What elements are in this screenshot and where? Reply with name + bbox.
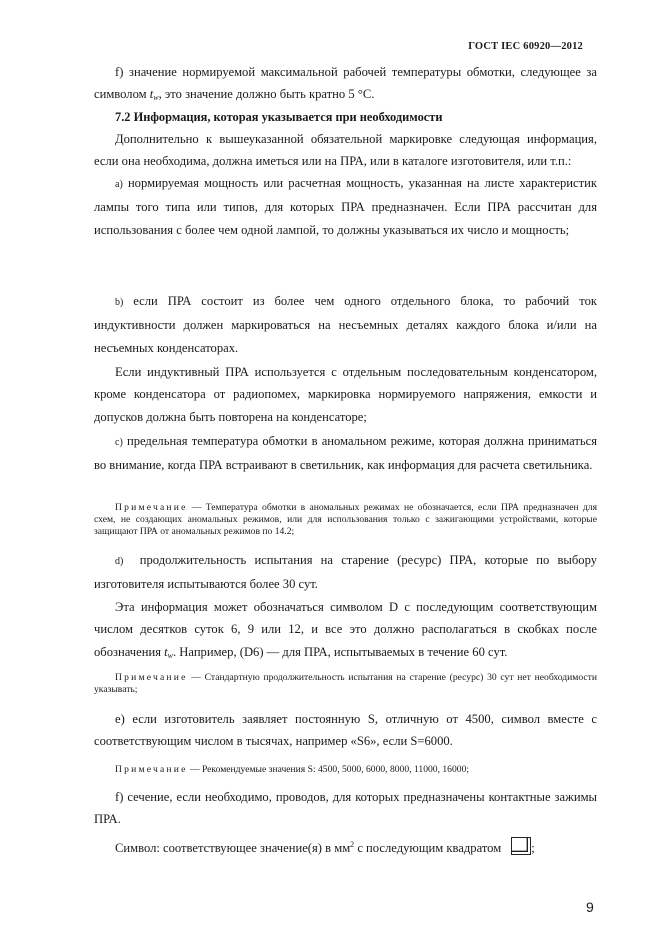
symbol-t: t <box>149 87 154 102</box>
square-symbol-icon <box>511 837 531 855</box>
note-abnormal-temperature <box>94 502 597 538</box>
note-standard-duration <box>94 672 597 696</box>
text: Эта информация может обозначаться символом D с последующим соответствующим числом десятков суток 6, 9 или 12, и все это должно располагаться в скобках после обозначения <box>94 600 597 659</box>
item-marker: b) <box>115 297 124 308</box>
symbol-subscript: w <box>167 650 173 660</box>
paragraph-symbol <box>94 837 597 859</box>
list-item-c <box>94 430 597 477</box>
item-marker: a) <box>115 179 123 190</box>
list-item-f-cross-section: f) сечение, если необходимо, проводов, для которых предназначены контактные зажимы ПРА. <box>94 790 597 827</box>
symbol-subscript: w <box>153 93 159 103</box>
text: , это значение должно быть кратно 5 °C. <box>158 87 375 102</box>
list-item-b <box>94 290 597 359</box>
paragraph-d-symbol <box>94 596 597 667</box>
section-title: 7.2 Информация, которая указывается при необходимости <box>115 110 443 124</box>
text: f) значение нормируемой максимальной рабочей температуры обмотки, следующее за символом <box>94 65 597 102</box>
note-label: Примечание <box>115 672 188 683</box>
note-label: Примечание <box>115 502 188 513</box>
item-marker: c) <box>115 437 123 448</box>
item-text: нормируемая мощность или расчетная мощность, указанная на листе характеристик лампы того типа или типов, для которых ПРА предназначен. Если ПРА рассчитан для использования с более чем одной лампой, то должны указываться их число и мощность; <box>94 176 597 237</box>
paragraph-intro: Дополнительно к вышеуказанной обязательной маркировке следующая информация, если она необходима, должна иметься или на ПРА, или в каталоге изготовителя, или т.п.: <box>94 132 597 169</box>
note-label: Примечание <box>115 764 188 775</box>
document-header: ГОСТ IEC 60920—2012 <box>468 41 583 52</box>
list-item-a <box>94 172 597 241</box>
superscript: 2 <box>350 840 355 849</box>
item-text: продолжительность испытания на старение (ресурс) ПРА, которые по выбору изготовителя испытываются более 30 сут. <box>94 553 598 592</box>
list-item-e: е) если изготовитель заявляет постоянную S, отличную от 4500, символ вместе с соответствующим числом в тысячах, например «S6», если S=6000. <box>94 712 597 749</box>
paragraph-inductive-ballast: Если индуктивный ПРА используется с отдельным последовательным конденсатором, кроме конденсатора от радиопомех, маркировка нормируемого напряжения, емкости и допусков должна быть повторена на конденсаторе; <box>94 365 597 424</box>
page-number: 9 <box>586 899 594 915</box>
note-text: — Температура обмотки в аномальных режимах не обозначается, если ПРА предназначен для схем, не создающих аномальных режимов, или для использования только с зажигающими устройствами, которые защищают ПРА от аномальных режимов по 14.2; <box>94 502 597 537</box>
text: ; <box>531 841 535 855</box>
text: с последующим квадратом <box>354 841 502 855</box>
item-marker: d) <box>115 556 124 567</box>
paragraph-rated-temperature <box>94 61 597 110</box>
item-text: предельная температура обмотки в аномальном режиме, которая должна приниматься во внимание, когда ПРА встраивают в светильник, как информация для расчета светильника. <box>94 434 597 473</box>
note-text: — Стандартную продолжительность испытания на старение (ресурс) 30 сут нет необходимости указывать; <box>94 672 597 695</box>
text: . Например, (D6) — для ПРА, испытываемых в течение 60 сут. <box>173 644 508 659</box>
text: Символ: соответствующее значение(я) в мм <box>115 841 351 855</box>
item-text: если ПРА состоит из более чем одного отдельного блока, то рабочий ток индуктивности должен маркироваться на несъемных деталях каждого блока и/или на несъемных конденсаторах. <box>94 294 597 355</box>
list-item-d <box>94 549 597 596</box>
note-recommended-values <box>94 764 597 776</box>
symbol-t: t <box>164 644 168 659</box>
note-text: — Рекомендуемые значения S: 4500, 5000, 6000, 8000, 11000, 16000; <box>187 764 470 775</box>
